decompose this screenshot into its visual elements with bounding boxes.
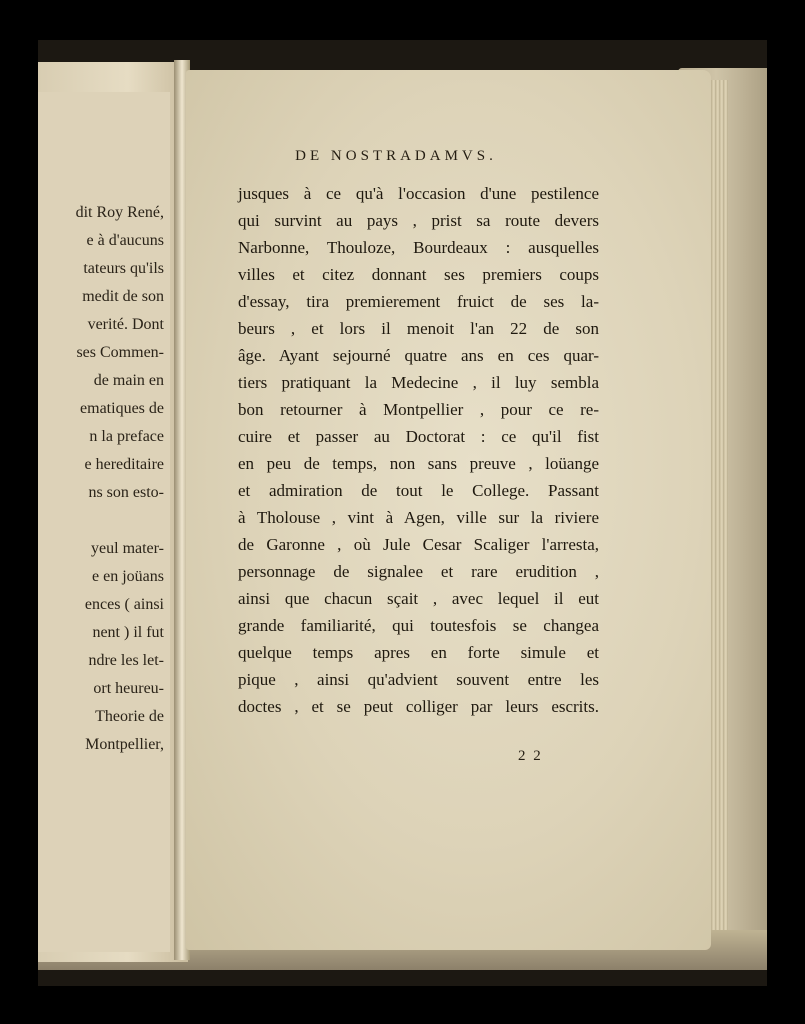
left-line: Montpellier, <box>85 736 164 753</box>
text-line: Narbonne, Thouloze, Bourdeaux : ausquelles <box>238 238 599 257</box>
left-line: ematiques de <box>80 400 164 417</box>
left-line: ndre les let- <box>88 652 164 669</box>
text-line: grande familiarité, qui toutesfois se changea <box>238 616 599 635</box>
left-line: medit de son <box>82 288 164 305</box>
left-line: ort heureu- <box>93 680 164 697</box>
left-line: verité. Dont <box>87 316 164 333</box>
running-head: DE NOSTRADAMVS. <box>295 148 497 164</box>
text-line: quelque temps apres en forte simule et <box>238 643 599 662</box>
left-line: e en joüans <box>92 568 164 585</box>
text-line: bon retourner à Montpellier , pour ce re- <box>238 400 599 419</box>
left-line: tateurs qu'ils <box>83 260 164 277</box>
text-line: pique , ainsi qu'advient souvent entre les <box>238 670 599 689</box>
left-line: de main en <box>93 372 164 389</box>
left-page <box>38 62 188 962</box>
text-line: cuire et passer au Doctorat : ce qu'il fist <box>238 427 599 446</box>
left-line: yeul mater- <box>91 540 164 557</box>
text-line: d'essay, tira premierement fruict de ses la- <box>238 292 599 311</box>
text-line: âge. Ayant sejourné quatre ans en ces quar- <box>238 346 599 365</box>
text-line: en peu de temps, non sans preuve , loüange <box>238 454 599 473</box>
text-line: ainsi que chacun sçait , avec lequel il eut <box>238 589 599 608</box>
text-line: villes et citez donnant ses premiers coups <box>238 265 599 284</box>
left-line: Theorie de <box>95 708 164 725</box>
page-number: 2 2 <box>518 748 543 764</box>
text-line: personnage de signalee et rare erudition , <box>238 562 599 581</box>
text-line: doctes , et se peut colliger par leurs escrits. <box>238 697 599 716</box>
book-scan <box>38 40 767 986</box>
left-line: e à d'aucuns <box>86 232 164 249</box>
text-line: et admiration de tout le College. Passant <box>238 481 599 500</box>
left-line: ences ( ainsi <box>84 596 164 613</box>
text-line: de Garonne , où Jule Cesar Scaliger l'arresta, <box>238 535 599 554</box>
left-line: dit Roy René, <box>75 204 164 221</box>
text-line: beurs , et lors il menoit l'an 22 de son <box>238 319 599 338</box>
left-line: ses Commen- <box>76 344 164 361</box>
left-line: nent ) il fut <box>92 624 164 641</box>
text-line: à Tholouse , vint à Agen, ville sur la riviere <box>238 508 599 527</box>
left-line: e hereditaire <box>84 456 164 473</box>
text-line: qui survint au pays , prist sa route devers <box>238 211 599 230</box>
left-line: n la preface <box>89 428 164 445</box>
left-line: ns son esto- <box>88 484 164 501</box>
text-line: tiers pratiquant la Medecine , il luy sembla <box>238 373 599 392</box>
text-line: jusques à ce qu'à l'occasion d'une pestilence <box>238 184 599 203</box>
